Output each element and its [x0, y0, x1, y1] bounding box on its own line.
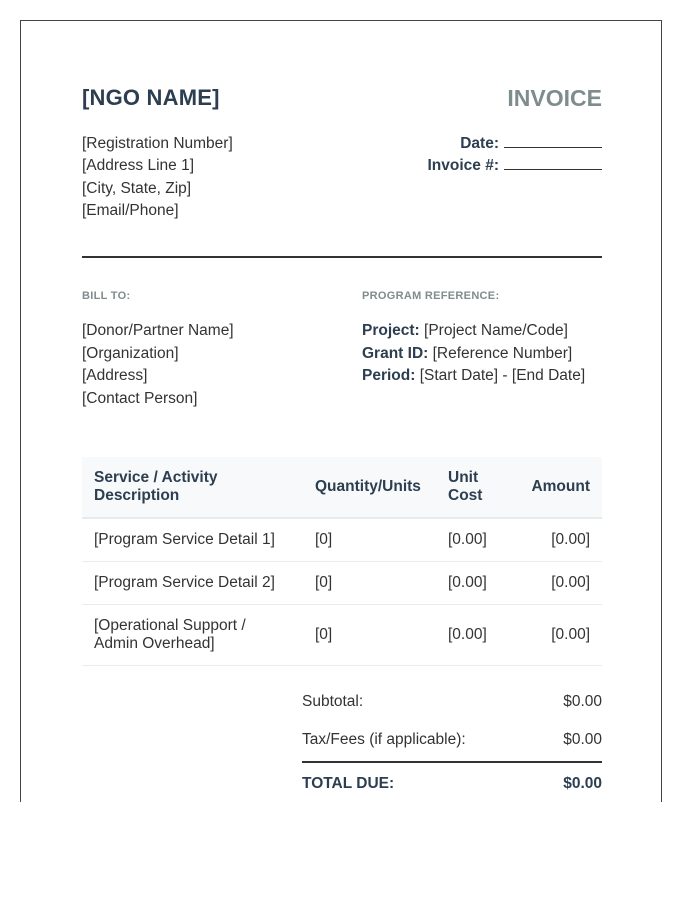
project-line — [362, 320, 585, 343]
tax-label: Tax/Fees (if applicable): — [302, 731, 466, 748]
donor-name: [Donor/Partner Name] — [82, 322, 234, 339]
invoice-sheet — [20, 20, 662, 802]
date-row — [428, 133, 603, 155]
tax-row — [302, 731, 602, 769]
description-cell: [Program Service Detail 2] — [82, 561, 303, 604]
invoice-title: INVOICE — [507, 85, 602, 111]
project-value: [Project Name/Code] — [424, 322, 568, 339]
date-field[interactable] — [504, 133, 602, 148]
quantity-cell: [0] — [303, 561, 436, 604]
quantity-cell: [0] — [303, 518, 436, 561]
quantity-header: Quantity/Units — [303, 457, 436, 518]
unit-cost-cell: [0.00] — [436, 561, 515, 604]
period-label: Period: — [362, 367, 416, 384]
org-details — [82, 133, 233, 222]
bill-to-heading: BILL TO: — [82, 290, 131, 302]
tax-value: $0.00 — [563, 731, 602, 748]
period-value: [Start Date] - [End Date] — [419, 367, 586, 384]
invoice-meta — [428, 133, 603, 178]
unit-cost-cell: [0.00] — [436, 518, 515, 561]
amount-cell: [0.00] — [515, 561, 602, 604]
organization: [Organization] — [82, 344, 179, 362]
table-row — [82, 561, 602, 604]
registration-number: [Registration Number] — [82, 135, 233, 152]
total-due-label: TOTAL DUE: — [302, 775, 395, 792]
total-due-row — [302, 775, 602, 802]
grant-label: Grant ID: — [362, 344, 429, 362]
program-reference-block — [362, 290, 585, 388]
unit-cost-cell: [0.00] — [436, 604, 515, 665]
line-items-table — [82, 457, 602, 666]
subtotal-label: Subtotal: — [302, 693, 364, 710]
invoice-content — [82, 21, 602, 792]
city-state-zip: [City, State, Zip] — [82, 179, 192, 197]
subtotal-value: $0.00 — [563, 693, 602, 710]
invoice-number-field[interactable] — [504, 155, 602, 170]
program-reference-heading: PROGRAM REFERENCE: — [362, 290, 500, 302]
email-phone: [Email/Phone] — [82, 201, 179, 219]
address-line: [Address Line 1] — [82, 157, 195, 175]
amount-cell: [0.00] — [515, 604, 602, 665]
invoice-number-label: Invoice #: — [427, 157, 499, 175]
description-header: Service / Activity Description — [82, 457, 303, 518]
invoice-header — [82, 21, 602, 257]
contact-person: [Contact Person] — [82, 389, 198, 407]
quantity-cell: [0] — [303, 604, 436, 665]
invoice-number-row — [428, 155, 603, 177]
unit-cost-header: Unit Cost — [436, 457, 515, 518]
amount-cell: [0.00] — [515, 518, 602, 561]
parties-section — [82, 257, 602, 457]
bill-to-block — [82, 290, 234, 410]
table-header-row — [82, 457, 602, 518]
project-label: Project: — [362, 322, 420, 339]
grant-value: [Reference Number] — [432, 344, 573, 362]
subtotal-row — [302, 693, 602, 731]
table-row — [82, 604, 602, 665]
period-line — [362, 365, 585, 388]
grant-line — [362, 343, 585, 366]
description-cell: [Program Service Detail 1] — [82, 518, 303, 561]
table-row — [82, 518, 602, 561]
billing-address: [Address] — [82, 367, 148, 384]
totals-block — [302, 693, 602, 802]
description-cell: [Operational Support / Admin Overhead] — [82, 604, 303, 665]
total-due-value: $0.00 — [563, 775, 602, 792]
amount-header: Amount — [515, 457, 602, 518]
date-label: Date: — [460, 135, 499, 152]
ngo-name: [NGO NAME] — [82, 85, 220, 110]
